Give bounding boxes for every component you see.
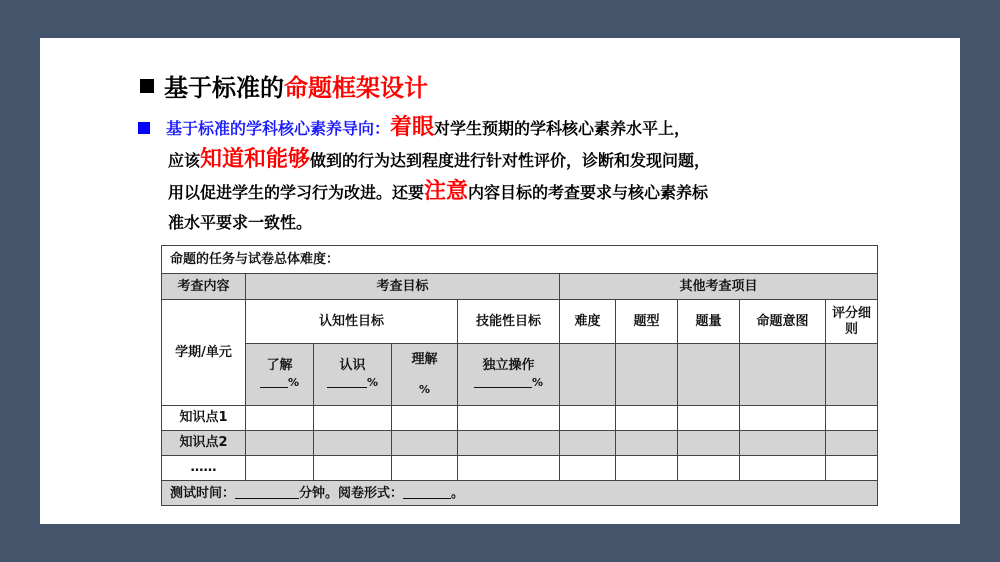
blank-line [260,374,288,388]
table-caption-row [162,246,878,274]
slide-title [140,68,428,102]
percent-sign: % [418,382,431,396]
footer-end: 。 [451,485,465,501]
paragraph-text: 内容目标的考查要求与核心素养标 [468,183,709,202]
header-other: 其他考查项目 [560,274,878,300]
paragraph-lead: 基于标准的学科核心素养导向： [166,119,391,138]
header-skill: 技能性目标 [458,300,560,344]
table-header-row [162,274,878,300]
body-paragraph [138,111,898,239]
level-label: 独立操作 [482,358,535,373]
table-row [162,406,878,431]
table-footer [162,481,878,506]
paragraph-line-1 [138,111,898,143]
paragraph-line-4 [138,207,898,239]
table-level-row [162,344,878,406]
empty-cell [678,344,740,406]
level-understand [392,344,458,406]
level-recognize [314,344,392,406]
paragraph-text: 应该 [168,151,201,170]
table-caption: 命题的任务与试卷总体难度： [162,246,878,274]
paragraph-text: 准水平要求一致性。 [168,213,313,232]
blank-line [474,374,532,388]
row-label: 知识点1 [162,406,246,431]
percent-sign: % [287,376,300,389]
header-qcount: 题量 [678,300,740,344]
slide [40,38,960,524]
empty-cell [560,344,616,406]
level-independent [458,344,560,406]
paragraph-line-3 [138,175,898,207]
blank-line [403,485,451,499]
percent-sign: % [366,376,379,389]
footer-time-label: 测试时间： [170,485,236,501]
row-label: 知识点2 [162,431,246,456]
empty-cell [616,344,678,406]
level-label: 认识 [339,358,366,373]
exam-framework-table [161,245,878,506]
row-label: …… [162,456,246,481]
blank-line [235,485,299,499]
table-row [162,456,878,481]
table-footer-row [162,481,878,506]
level-know [246,344,314,406]
paragraph-text: 对学生预期的学科核心素养水平上， [434,119,691,138]
paragraph-line-2 [138,143,898,175]
black-square-bullet-icon [140,79,154,93]
blue-square-bullet-icon [138,122,150,134]
emphasis-word: 着眼 [390,114,435,140]
header-target: 考查目标 [246,274,560,300]
header-semester: 学期/单元 [162,300,246,406]
title-text: 基于标准的命题框架设计 [164,73,428,102]
table-subheader-row [162,300,878,344]
blank-line [327,374,367,388]
table-row [162,431,878,456]
paragraph-text: 用以促进学生的学习行为改进。还要 [168,183,425,202]
emphasis-word: 注意 [424,178,469,204]
header-content: 考查内容 [162,274,246,300]
empty-cell [826,344,878,406]
footer-minutes-label: 分钟。阅卷形式： [299,485,404,501]
paragraph-text: 做到的行为达到程度进行针对性评价，诊断和发现问题， [310,151,711,170]
title-highlight: 命题框架设计 [284,73,428,102]
header-difficulty: 难度 [560,300,616,344]
percent-sign: % [531,376,544,389]
header-scoring: 评分细则 [826,300,878,344]
header-intent: 命题意图 [740,300,826,344]
level-label: 了解 [266,358,293,373]
level-label: 理解 [411,351,438,367]
header-qtype: 题型 [616,300,678,344]
emphasis-word: 知道和能够 [200,146,311,172]
empty-cell [740,344,826,406]
header-cognitive: 认知性目标 [246,300,458,344]
